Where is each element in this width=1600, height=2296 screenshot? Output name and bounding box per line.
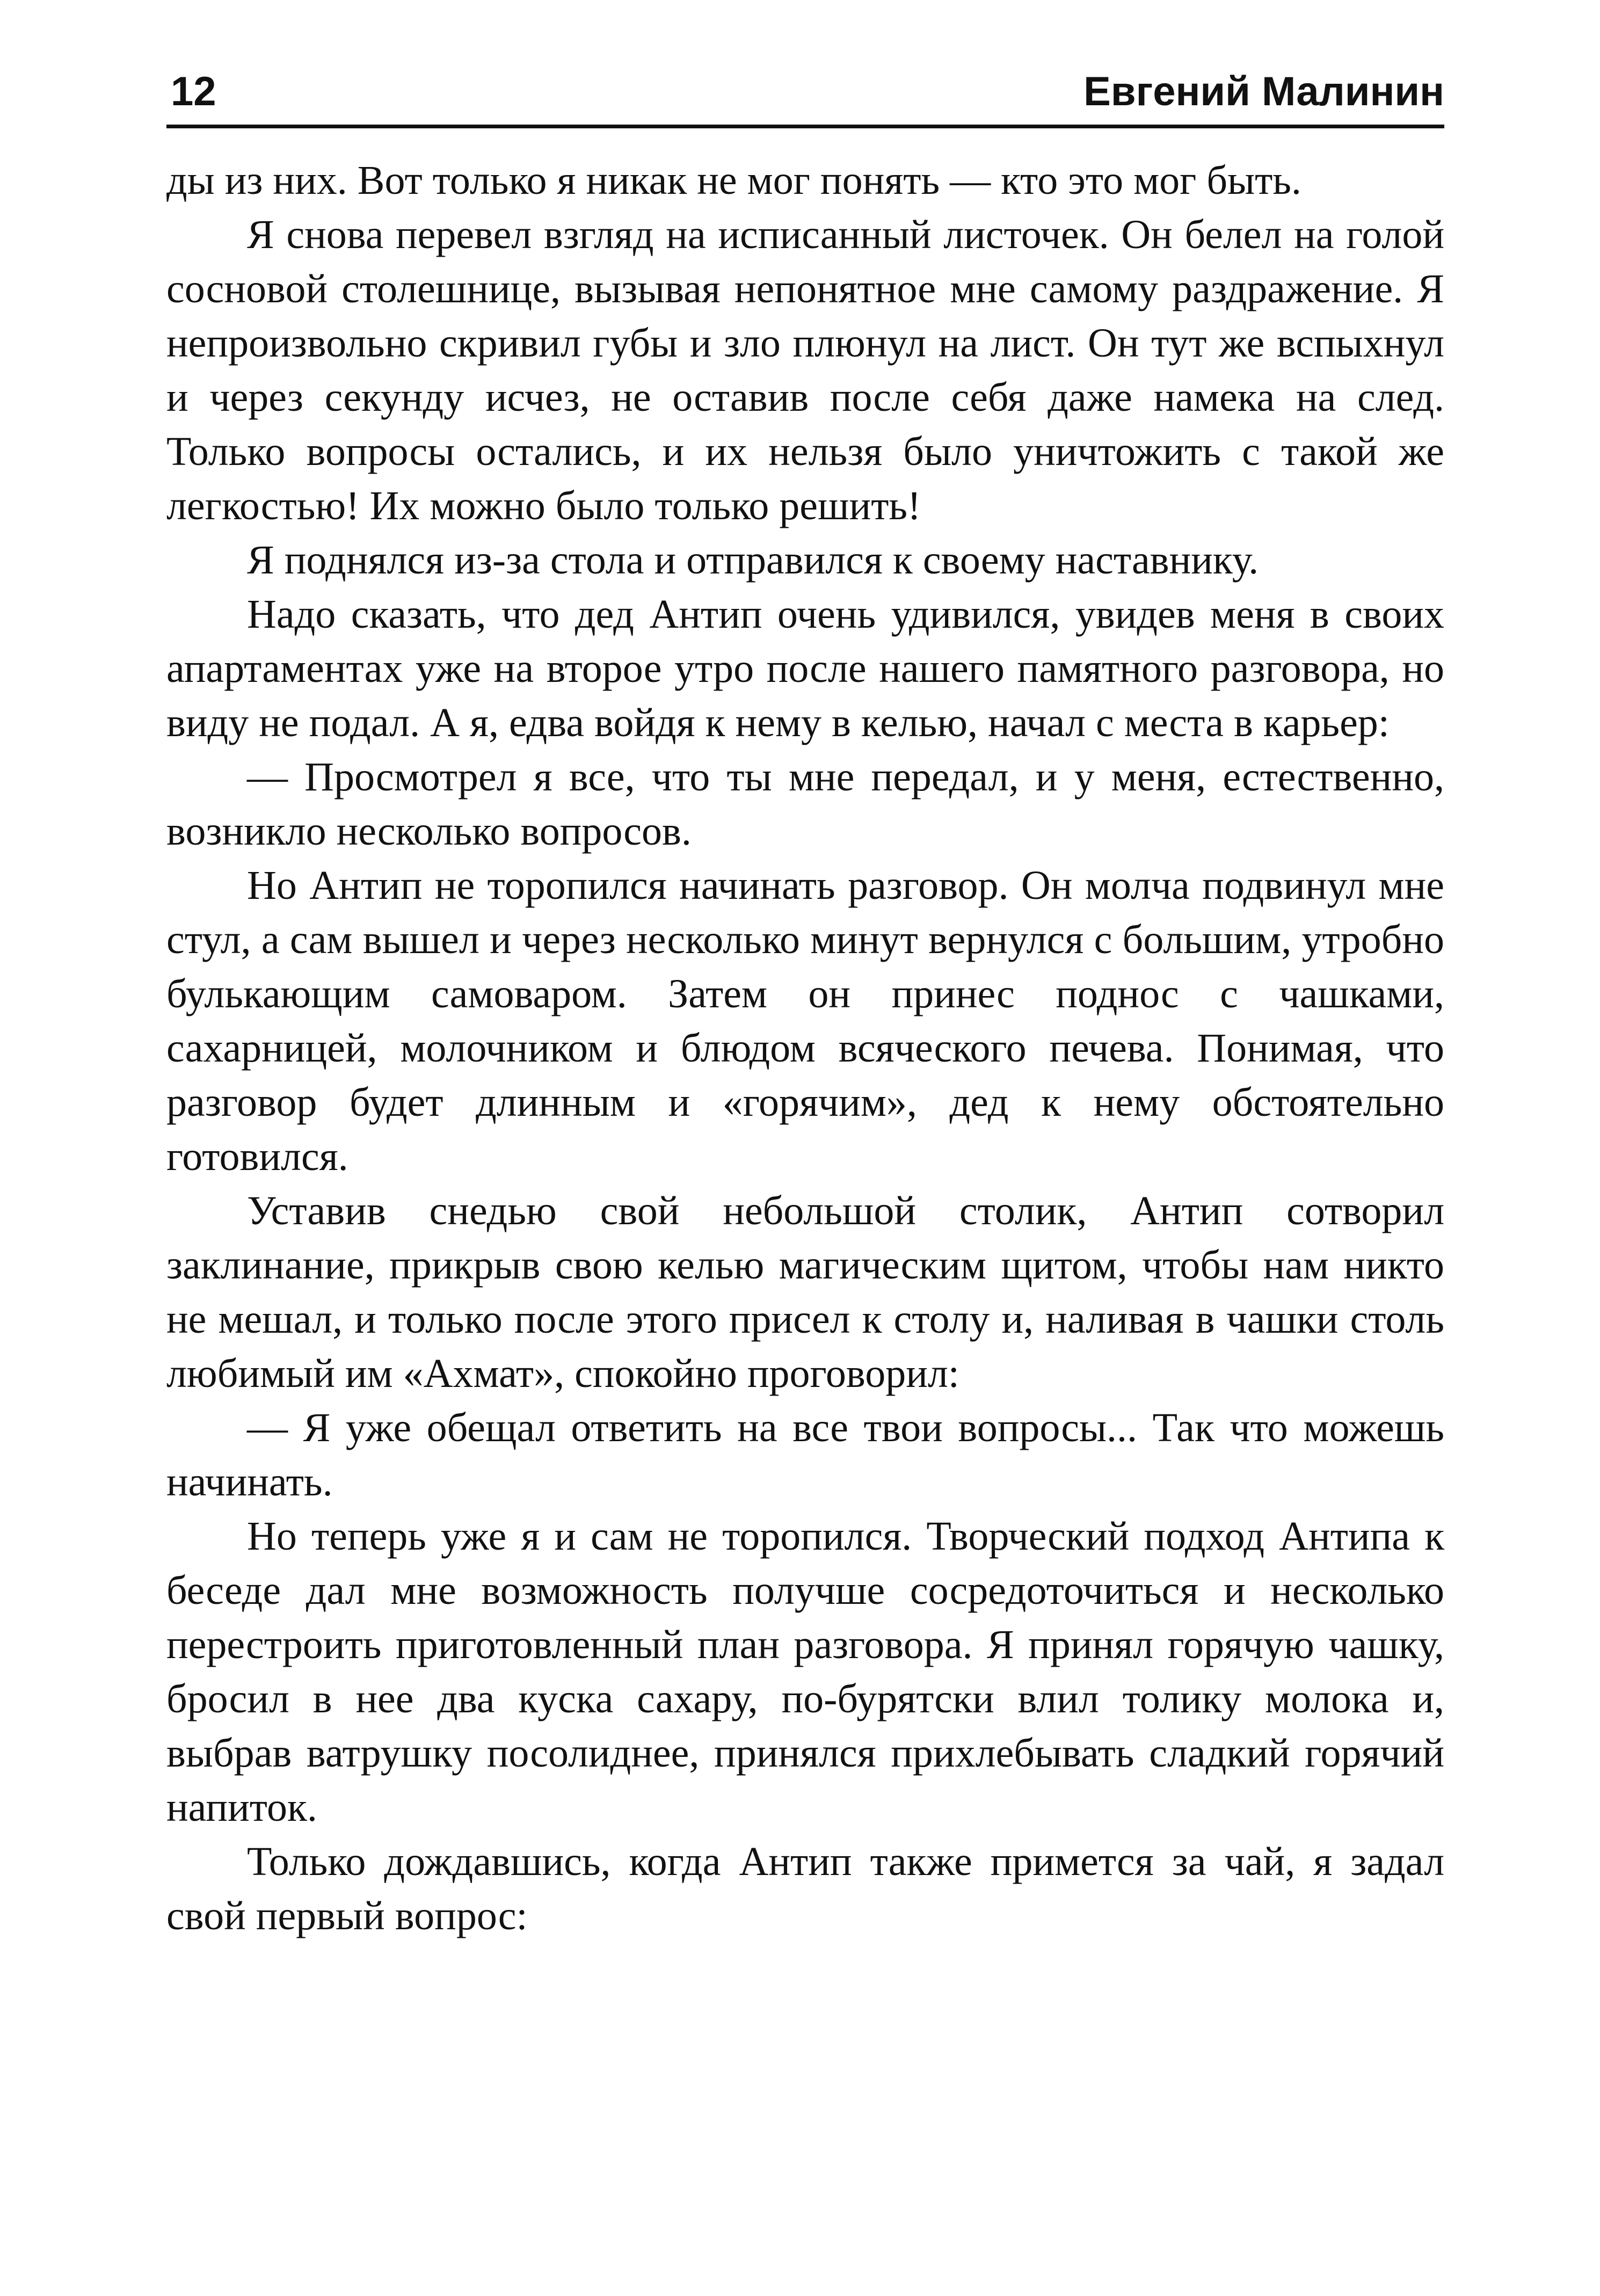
- paragraph: — Просмотрел я все, что ты мне передал, и у меня, естественно, возникло несколько вопросов.: [166, 754, 1444, 854]
- paragraph: Я поднялся из-за стола и отправился к своему наставнику.: [247, 537, 1259, 583]
- paragraph: Только дождавшись, когда Антип также примется за чай, я задал свой первый вопрос:: [166, 1839, 1444, 1938]
- body-text: [166, 154, 1444, 1943]
- paragraph: — Я уже обещал ответить на все твои вопросы... Так что можешь начинать.: [166, 1405, 1444, 1505]
- paragraph: Я снова перевел взгляд на исписанный листочек. Он белел на голой сосновой столешнице, вызывая непонятное мне самому раздражение. Я непроизвольно скривил губы и зло плюнул на лист. Он тут же вспыхнул и через секунду исчез, не оставив после себя даже намека на след. Только вопросы остались, и их нельзя было уничтожить с такой же легкостью! Их можно было только решить!: [166, 212, 1444, 528]
- paragraph: Но Антип не торопился начинать разговор. Он молча подвинул мне стул, а сам вышел и через несколько минут вернулся с большим, утробно булькающим самоваром. Затем он принес поднос с чашками, сахарницей, молочником и блюдом всяческого печева. Понимая, что разговор будет длинным и «горячим», дед к нему обстоятельно готовился.: [166, 863, 1444, 1179]
- running-head-author: Евгений Малинин: [1083, 69, 1444, 114]
- page-header: [166, 52, 1444, 132]
- page-number: 12: [171, 69, 216, 114]
- paragraph: Надо сказать, что дед Антип очень удивился, увидев меня в своих апартаментах уже на второе утро после нашего памятного разговора, но виду не подал. А я, едва войдя к нему в келью, начал с места в карьер:: [166, 592, 1444, 745]
- paragraph: Но теперь уже я и сам не торопился. Творческий подход Антипа к беседе дал мне возможность получше сосредоточиться и несколько перестроить приготовленный план разговора. Я принял горячую чашку, бросил в нее два куска сахару, по-бурятски влил толику молока и, выбрав ватрушку посолиднее, принялся прихлебывать сладкий горячий напиток.: [166, 1514, 1444, 1830]
- paragraph: ды из них. Вот только я никак не мог понять — кто это мог быть.: [166, 158, 1301, 203]
- header-rule: [166, 125, 1444, 128]
- paragraph: Уставив снедью свой небольшой столик, Антип сотворил заклинание, прикрыв свою келью магическим щитом, чтобы нам никто не мешал, и только после этого присел к столу и, наливая в чашки столь любимый им «Ахмат», спокойно проговорил:: [166, 1188, 1444, 1396]
- book-page: [166, 52, 1444, 1938]
